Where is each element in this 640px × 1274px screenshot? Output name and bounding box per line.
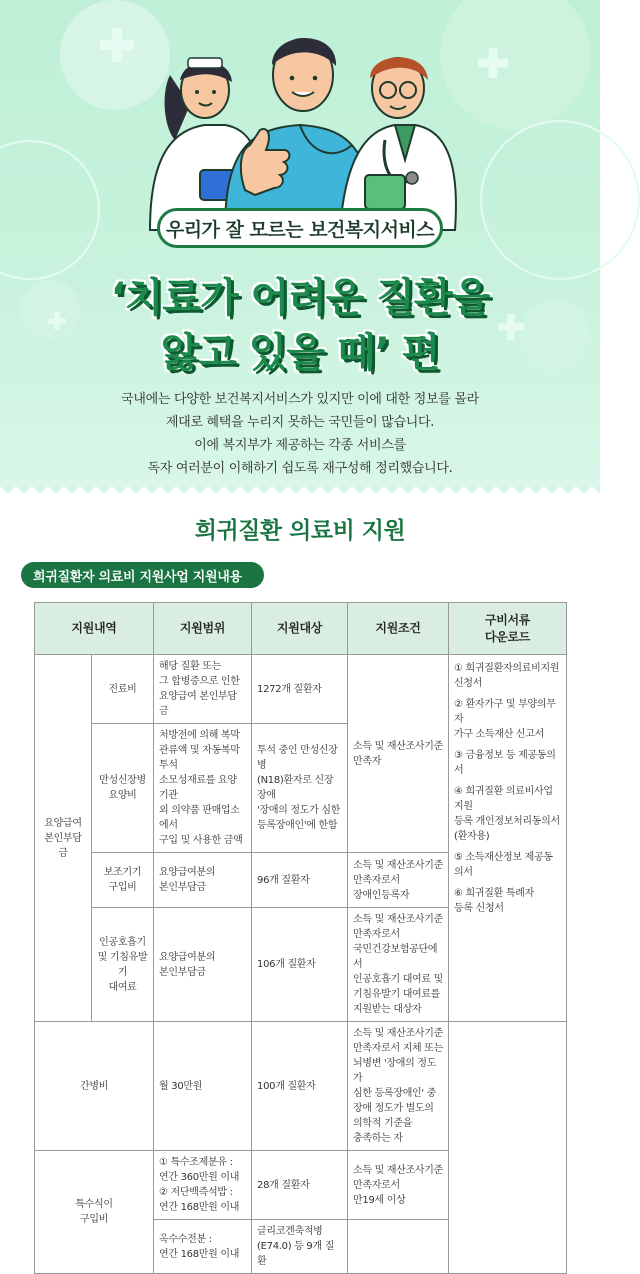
- range-cell: 요양급여분의 본인부담금: [154, 908, 252, 1022]
- document-item[interactable]: ③ 금융정보 등 제공동의서: [454, 750, 556, 776]
- condition-cell: 소득 및 재산조사기준 만족자로서 만19세 이상: [348, 1151, 449, 1220]
- intro-line: 이에 복지부가 제공하는 각종 서비스를: [194, 438, 406, 453]
- medical-staff-illustration: [0, 0, 600, 230]
- hero-headline-line1: ‘치료가 어려운 질환을: [110, 275, 490, 321]
- hero-badge: 우리가 잘 모르는 보건복지서비스: [157, 208, 443, 248]
- document-item[interactable]: ② 환자가구 및 부양의무자 가구 소득재산 신고서: [454, 699, 556, 740]
- section-title: 희귀질환 의료비 지원: [194, 518, 406, 544]
- item-cell: 인공호흡기 및 기침유발기 대여료: [92, 908, 154, 1022]
- range-cell: 요양급여분의 본인부담금: [154, 853, 252, 908]
- target-cell: 100개 질환자: [252, 1022, 348, 1151]
- support-table: [34, 602, 567, 1274]
- range-cell: 월 30만원: [154, 1022, 252, 1151]
- target-cell: 96개 질환자: [252, 853, 348, 908]
- header-line: 다운로드: [484, 629, 531, 644]
- header-cell: [449, 603, 567, 655]
- header-line: 구비서류: [484, 612, 531, 627]
- condition-cell: 소득 및 재산조사기준 만족자로서 지체 또는 뇌병변 '장애의 정도가 심한 등록장애인' 중 장애 정도가 별도의 의학적 기준을 충족하는 자: [348, 1022, 449, 1151]
- item-cell: 진료비: [92, 655, 154, 724]
- condition-cell: [348, 1220, 449, 1274]
- intro-line: 제대로 혜택을 누리지 못하는 국민들이 많습니다.: [165, 415, 435, 430]
- header-cell: 지원범위: [154, 603, 252, 655]
- zigzag-divider: [0, 478, 600, 502]
- target-cell: 106개 질환자: [252, 908, 348, 1022]
- header-cell: 지원내역: [35, 603, 154, 655]
- doctor-figure: [340, 57, 456, 230]
- intro-line: 국내에는 다양한 보건복지서비스가 있지만 이에 대한 정보를 몰라: [121, 392, 479, 407]
- item-cell: 만성신장병 요양비: [92, 724, 154, 853]
- target-cell: 28개 질환자: [252, 1151, 348, 1220]
- empty-cell: [449, 1022, 567, 1274]
- condition-cell: 소득 및 재산조사기준 만족자로서 국민건강보험공단에서 인공호흡기 대여료 및 기침유발기 대여료를 지원받는 대상자: [348, 908, 449, 1022]
- range-cell: 옥수수전분 : 연간 168만원 이내: [154, 1220, 252, 1274]
- table-row: [35, 655, 567, 724]
- range-cell: 처방전에 의해 복막 관류액 및 자동복막투석 소모성재료를 요양기관 외 의약품 판매업소에서 구입 및 사용한 금액: [154, 724, 252, 853]
- hero-banner: [0, 0, 600, 495]
- document-item[interactable]: ⑤ 소득재산정보 제공동의서: [454, 852, 553, 878]
- range-cell: ① 특수조제분유 : 연간 360만원 이내 ② 저단백즉석밥 : 연간 168만원 이내: [154, 1151, 252, 1220]
- table-row: [35, 1022, 567, 1151]
- item-cell: 간병비: [35, 1022, 154, 1151]
- intro-line: 독자 여러분이 이해하기 쉽도록 재구성해 정리했습니다.: [147, 461, 453, 476]
- header-cell: 지원대상: [252, 603, 348, 655]
- hero-intro: [0, 388, 600, 480]
- document-item[interactable]: ④ 희귀질환 의료비사업지원 등록 개인정보처리동의서 (환자용): [454, 786, 560, 842]
- condition-cell: 소득 및 재산조사기준 만족자로서 장애인등록자: [348, 853, 449, 908]
- documents-cell: [449, 655, 567, 1022]
- target-cell: 1272개 질환자: [252, 655, 348, 724]
- header-cell: 지원조건: [348, 603, 449, 655]
- hero-headline-line2: 앓고 있을 때’ 편: [160, 330, 440, 376]
- target-cell: 투석 중인 만성신장병 (N18)환자로 신장장애 '장애의 정도가 심한 등록장애인'에 한함: [252, 724, 348, 853]
- condition-cell: 소득 및 재산조사기준 만족자: [348, 655, 449, 853]
- item-cell: 보조기기 구입비: [92, 853, 154, 908]
- target-cell: 글리코겐축적병 (E74.0) 등 9개 질환: [252, 1220, 348, 1274]
- document-item[interactable]: ① 희귀질환자의료비지원 신청서: [454, 663, 560, 689]
- document-item[interactable]: ⑥ 희귀질환 특례자 등록 신청서: [454, 888, 534, 914]
- section-subtitle: 희귀질환자 의료비 지원사업 지원내용: [21, 562, 264, 588]
- item-cell: 특수식이 구입비: [35, 1151, 154, 1274]
- group-cell: 요양급여 본인부담금: [35, 655, 92, 1022]
- range-cell: 해당 질환 또는 그 합병증으로 인한 요양급여 본인부담금: [154, 655, 252, 724]
- table-header-row: [35, 603, 567, 655]
